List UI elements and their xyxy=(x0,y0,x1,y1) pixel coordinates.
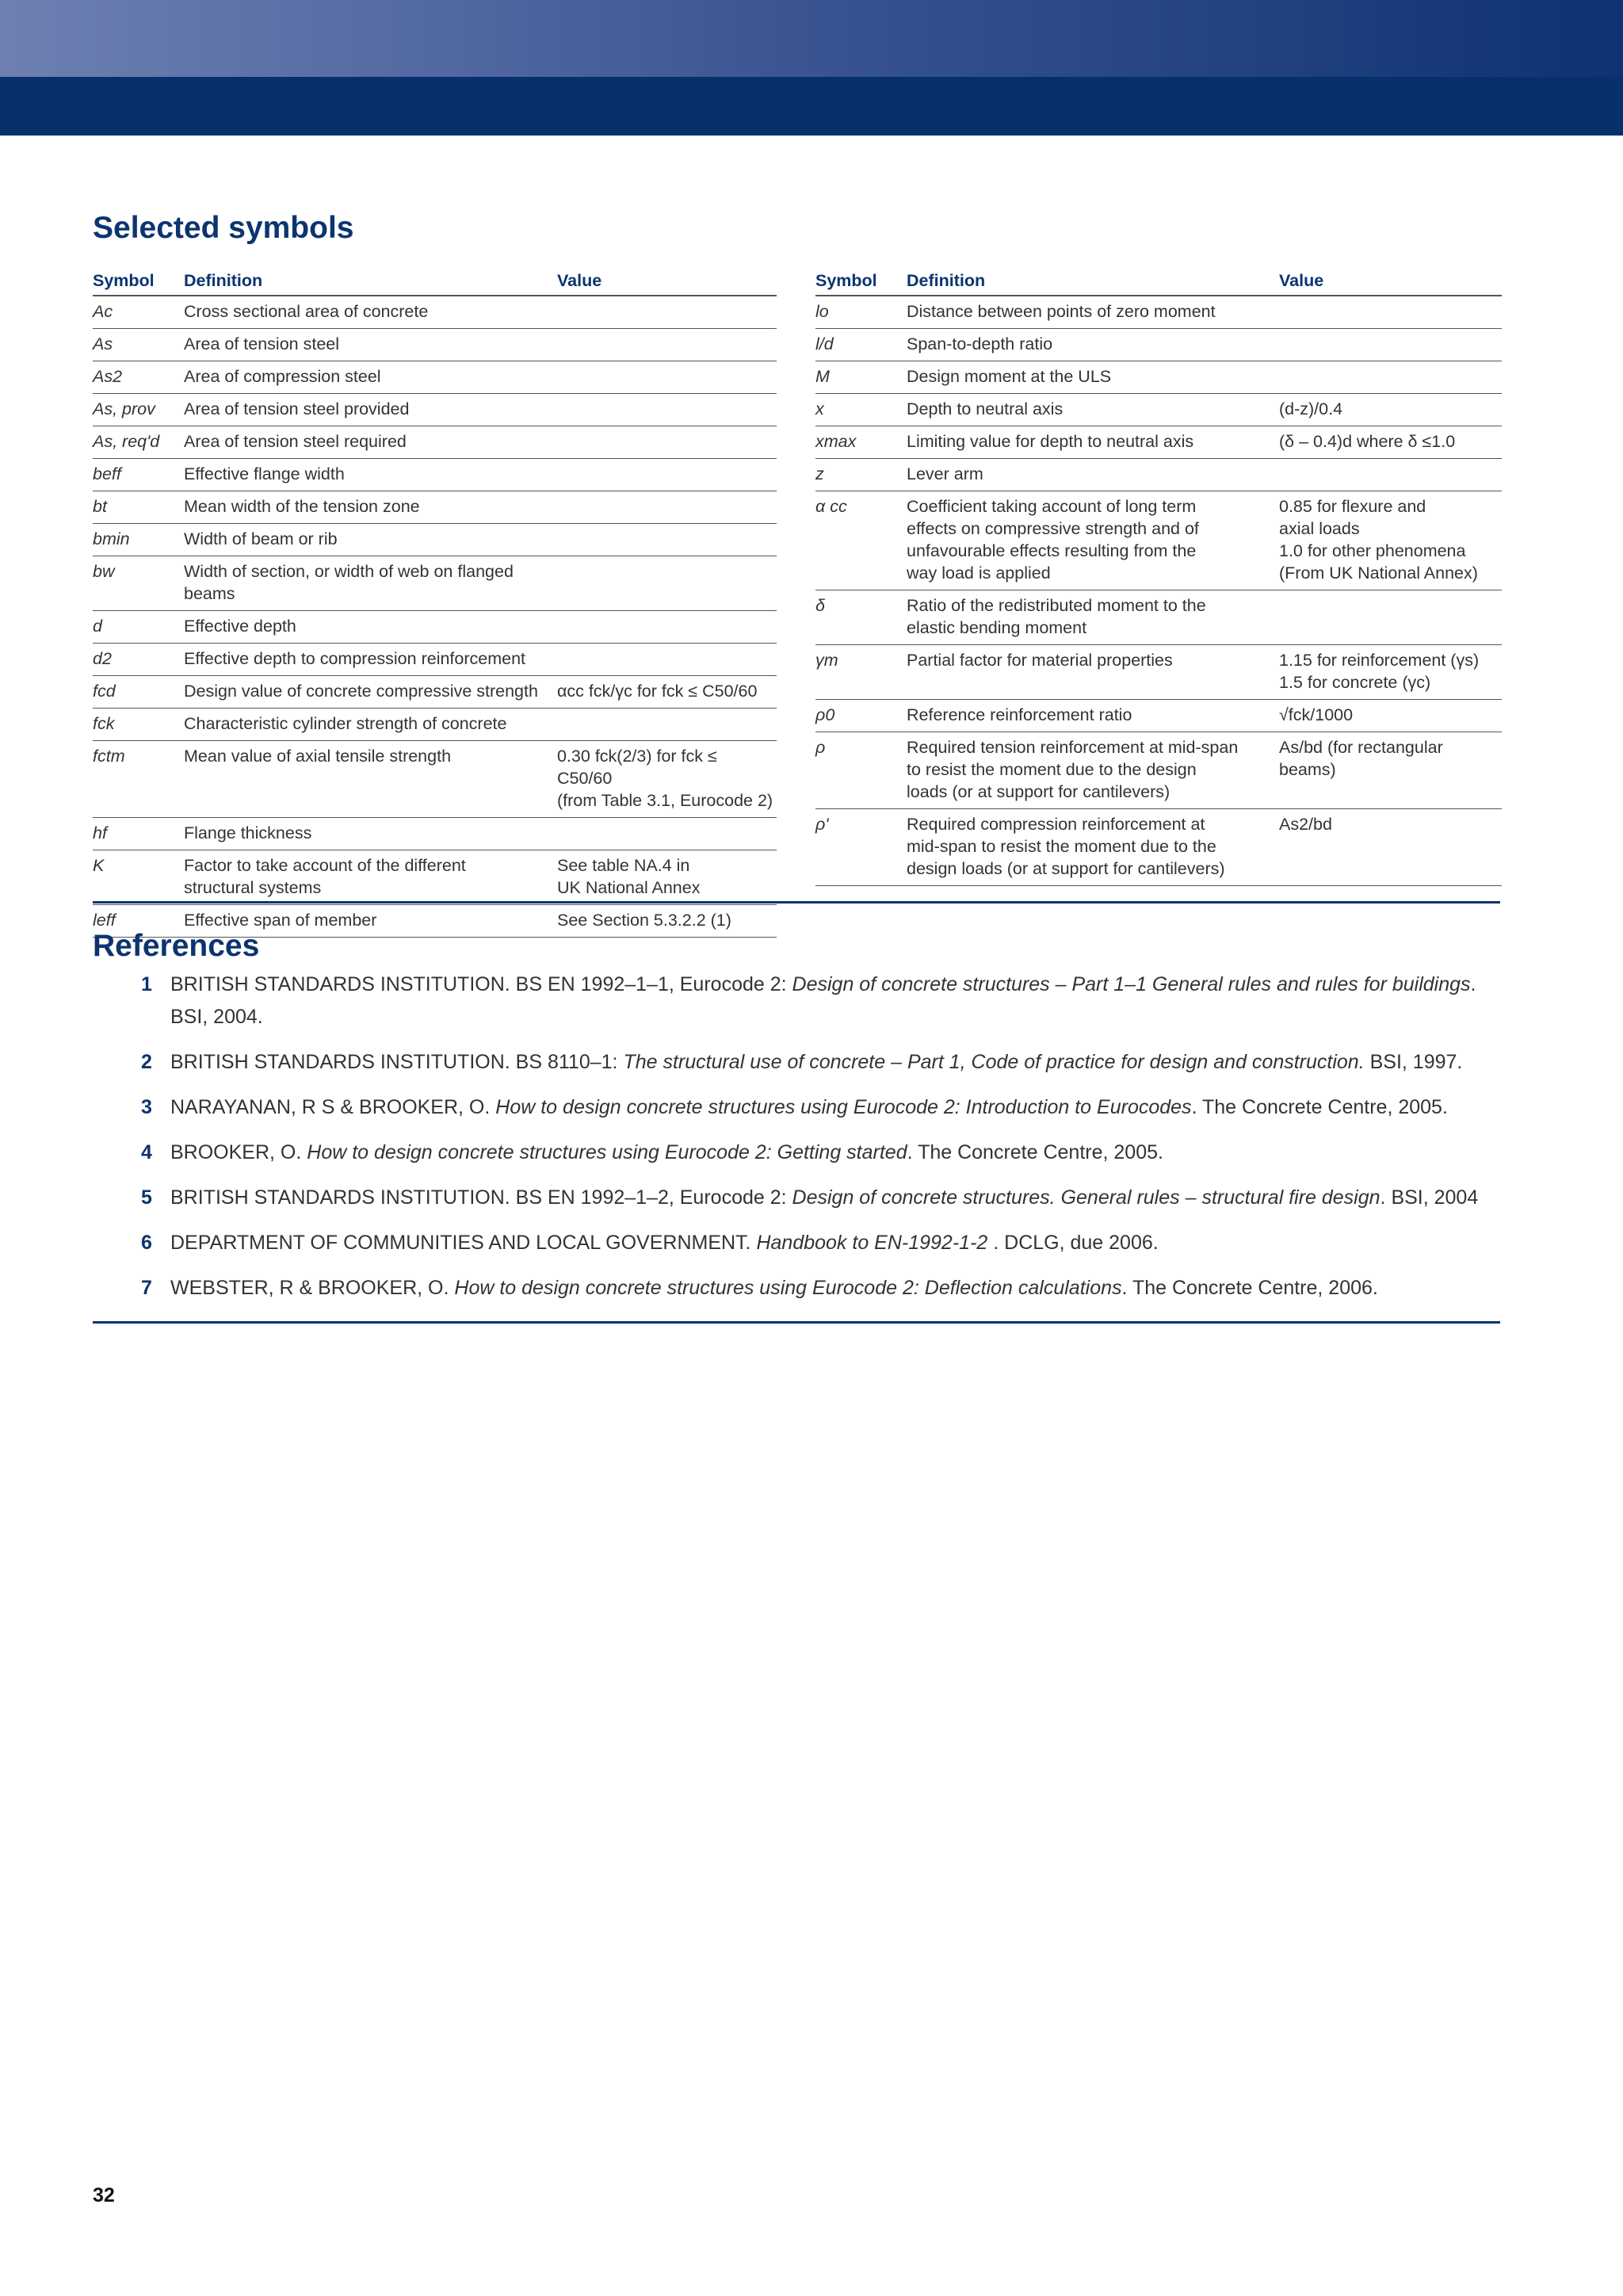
table-row xyxy=(93,741,777,818)
definition-cell: Required compression reinforcement at mid-span to resist the moment due to the design loads (or at support for cantilevers) xyxy=(907,809,1279,886)
definition-cell: Effective depth to compression reinforcement xyxy=(184,644,557,676)
definition-cell: Effective span of member xyxy=(184,905,557,938)
definition-cell: Area of tension steel provided xyxy=(184,394,557,426)
definition-cell: Flange thickness xyxy=(184,818,557,850)
reference-item xyxy=(133,968,1480,1033)
definition-cell: Width of section, or width of web on flanged beams xyxy=(184,556,557,611)
definition-cell: Factor to take account of the different structural systems xyxy=(184,850,557,905)
definition-cell: Area of compression steel xyxy=(184,361,557,394)
reference-authors: BRITISH STANDARDS INSTITUTION. BS EN 1992–1–2, Eurocode 2: xyxy=(170,1186,792,1209)
table-row xyxy=(815,394,1502,426)
value-cell xyxy=(557,459,777,491)
reference-publisher: . The Concrete Centre, 2005. xyxy=(1191,1096,1448,1118)
value-cell: 1.15 for reinforcement (γs) 1.5 for concrete (γc) xyxy=(1279,645,1502,700)
column-header-definition: Definition xyxy=(907,263,1279,296)
value-cell: (δ – 0.4)d where δ ≤1.0 xyxy=(1279,426,1502,459)
symbol-cell: fck xyxy=(93,709,184,741)
symbol-cell: z xyxy=(815,459,907,491)
definition-cell: Design moment at the ULS xyxy=(907,361,1279,394)
symbol-cell: α cc xyxy=(815,491,907,590)
value-cell: αcc fck/γc for fck ≤ C50/60 xyxy=(557,676,777,709)
definition-cell: Lever arm xyxy=(907,459,1279,491)
reference-authors: WEBSTER, R & BROOKER, O. xyxy=(170,1277,455,1299)
references-list xyxy=(133,968,1480,1317)
symbol-cell: x xyxy=(815,394,907,426)
symbols-table-right-body xyxy=(815,296,1502,886)
definition-cell: Required tension reinforcement at mid-span to resist the moment due to the design loads (or at support for cantilevers) xyxy=(907,732,1279,809)
header-gradient-band xyxy=(0,0,1623,77)
reference-item xyxy=(133,1227,1480,1259)
table-row xyxy=(93,361,777,394)
table-row xyxy=(93,644,777,676)
value-cell xyxy=(1279,590,1502,645)
value-cell xyxy=(557,818,777,850)
value-cell xyxy=(557,556,777,611)
table-row xyxy=(93,611,777,644)
reference-item xyxy=(133,1272,1480,1305)
symbol-cell: d xyxy=(93,611,184,644)
symbol-cell: lo xyxy=(815,296,907,329)
symbol-cell: beff xyxy=(93,459,184,491)
symbol-cell: ρ' xyxy=(815,809,907,886)
table-row xyxy=(93,491,777,524)
definition-cell: Cross sectional area of concrete xyxy=(184,296,557,329)
symbol-cell: γm xyxy=(815,645,907,700)
reference-title: How to design concrete structures using Eurocode 2: Deflection calculations xyxy=(454,1277,1122,1299)
table-row xyxy=(815,426,1502,459)
symbol-cell: ρ0 xyxy=(815,700,907,732)
definition-cell: Effective depth xyxy=(184,611,557,644)
reference-item xyxy=(133,1091,1480,1124)
symbol-cell: δ xyxy=(815,590,907,645)
definition-cell: Design value of concrete compressive strength xyxy=(184,676,557,709)
references-heading: References xyxy=(93,929,260,963)
table-row xyxy=(93,524,777,556)
value-cell xyxy=(557,524,777,556)
symbol-cell: d2 xyxy=(93,644,184,676)
value-cell xyxy=(557,709,777,741)
symbol-cell: hf xyxy=(93,818,184,850)
section-divider xyxy=(93,901,1500,904)
definition-cell: Span-to-depth ratio xyxy=(907,329,1279,361)
reference-publisher: . The Concrete Centre, 2005. xyxy=(907,1141,1163,1163)
definition-cell: Area of tension steel xyxy=(184,329,557,361)
value-cell xyxy=(557,426,777,459)
table-row xyxy=(815,459,1502,491)
value-cell: √fck/1000 xyxy=(1279,700,1502,732)
symbol-cell: bw xyxy=(93,556,184,611)
definition-cell: Distance between points of zero moment xyxy=(907,296,1279,329)
reference-title: Design of concrete structures. General rules – structural fire design xyxy=(792,1186,1381,1209)
chapter-title: 4. Beams xyxy=(1362,166,1499,201)
symbol-cell: l/d xyxy=(815,329,907,361)
reference-number: 2 xyxy=(141,1051,152,1073)
reference-number: 5 xyxy=(141,1186,152,1209)
reference-publisher: BSI, 1997. xyxy=(1364,1051,1463,1073)
definition-cell: Width of beam or rib xyxy=(184,524,557,556)
symbols-table-left xyxy=(93,263,777,938)
value-cell xyxy=(557,296,777,329)
value-cell xyxy=(557,361,777,394)
value-cell: See Section 5.3.2.2 (1) xyxy=(557,905,777,938)
table-row xyxy=(93,296,777,329)
reference-number: 3 xyxy=(141,1096,152,1118)
table-row xyxy=(93,329,777,361)
reference-item xyxy=(133,1182,1480,1214)
reference-item xyxy=(133,1137,1480,1169)
symbol-cell: fcd xyxy=(93,676,184,709)
section-divider xyxy=(93,1321,1500,1324)
definition-cell: Reference reinforcement ratio xyxy=(907,700,1279,732)
table-row xyxy=(93,556,777,611)
value-cell xyxy=(557,329,777,361)
table-row xyxy=(815,645,1502,700)
value-cell xyxy=(1279,296,1502,329)
table-header-row xyxy=(93,263,777,296)
value-cell: (d-z)/0.4 xyxy=(1279,394,1502,426)
definition-cell: Coefficient taking account of long term effects on compressive strength and of unfavourable effects resulting from the way load is applied xyxy=(907,491,1279,590)
definition-cell: Ratio of the redistributed moment to the elastic bending moment xyxy=(907,590,1279,645)
symbol-cell: As, prov xyxy=(93,394,184,426)
reference-authors: NARAYANAN, R S & BROOKER, O. xyxy=(170,1096,496,1118)
definition-cell: Limiting value for depth to neutral axis xyxy=(907,426,1279,459)
reference-number: 4 xyxy=(141,1141,152,1163)
value-cell: As2/bd xyxy=(1279,809,1502,886)
symbol-cell: bmin xyxy=(93,524,184,556)
symbol-cell: bt xyxy=(93,491,184,524)
value-cell: As/bd (for rectangular beams) xyxy=(1279,732,1502,809)
reference-number: 1 xyxy=(141,973,152,995)
column-header-symbol: Symbol xyxy=(93,263,184,296)
symbol-cell: fctm xyxy=(93,741,184,818)
reference-authors: BRITISH STANDARDS INSTITUTION. BS EN 1992–1–1, Eurocode 2: xyxy=(170,973,792,995)
reference-title: The structural use of concrete – Part 1, Code of practice for design and construction. xyxy=(623,1051,1365,1073)
value-cell xyxy=(557,491,777,524)
table-row xyxy=(815,491,1502,590)
symbols-table-left-body xyxy=(93,296,777,938)
table-row xyxy=(93,850,777,905)
header-band xyxy=(0,77,1623,201)
reference-publisher: . DCLG, due 2006. xyxy=(987,1232,1159,1254)
column-header-definition: Definition xyxy=(184,263,557,296)
reference-title: Design of concrete structures – Part 1–1 General rules and rules for buildings xyxy=(792,973,1471,995)
symbols-table-right xyxy=(815,263,1502,886)
reference-number: 6 xyxy=(141,1232,152,1254)
value-cell xyxy=(1279,459,1502,491)
table-row xyxy=(815,809,1502,886)
reference-item xyxy=(133,1046,1480,1079)
reference-authors: BROOKER, O. xyxy=(170,1141,307,1163)
value-cell: See table NA.4 in UK National Annex xyxy=(557,850,777,905)
table-row xyxy=(815,590,1502,645)
selected-symbols-heading: Selected symbols xyxy=(93,211,354,245)
column-header-symbol: Symbol xyxy=(815,263,907,296)
table-row xyxy=(815,732,1502,809)
definition-cell: Effective flange width xyxy=(184,459,557,491)
reference-authors: DEPARTMENT OF COMMUNITIES AND LOCAL GOVERNMENT. xyxy=(170,1232,757,1254)
table-row xyxy=(93,459,777,491)
definition-cell: Mean value of axial tensile strength xyxy=(184,741,557,818)
table-row xyxy=(93,818,777,850)
symbol-cell: xmax xyxy=(815,426,907,459)
definition-cell: Characteristic cylinder strength of concrete xyxy=(184,709,557,741)
table-row xyxy=(815,329,1502,361)
reference-publisher: . BSI, 2004. xyxy=(170,973,1476,1028)
table-header-row xyxy=(815,263,1502,296)
reference-title: Handbook to EN-1992-1-2 xyxy=(756,1232,988,1254)
symbol-cell: As xyxy=(93,329,184,361)
value-cell: 0.85 for flexure and axial loads 1.0 for other phenomena (From UK National Annex) xyxy=(1279,491,1502,590)
value-cell xyxy=(557,644,777,676)
definition-cell: Mean width of the tension zone xyxy=(184,491,557,524)
value-cell xyxy=(1279,329,1502,361)
value-cell xyxy=(1279,361,1502,394)
symbol-cell: As2 xyxy=(93,361,184,394)
definition-cell: Area of tension steel required xyxy=(184,426,557,459)
value-cell xyxy=(557,611,777,644)
symbol-cell: leff xyxy=(93,905,184,938)
value-cell: 0.30 fck(2/3) for fck ≤ C50/60 (from Table 3.1, Eurocode 2) xyxy=(557,741,777,818)
symbol-cell: ρ xyxy=(815,732,907,809)
reference-authors: BRITISH STANDARDS INSTITUTION. BS 8110–1: xyxy=(170,1051,624,1073)
table-row xyxy=(815,361,1502,394)
symbol-cell: Ac xyxy=(93,296,184,329)
definition-cell: Depth to neutral axis xyxy=(907,394,1279,426)
column-header-value: Value xyxy=(1279,263,1502,296)
symbol-cell: M xyxy=(815,361,907,394)
reference-title: How to design concrete structures using Eurocode 2: Getting started xyxy=(307,1141,907,1163)
table-row xyxy=(93,426,777,459)
definition-cell: Partial factor for material properties xyxy=(907,645,1279,700)
symbol-cell: As, req'd xyxy=(93,426,184,459)
table-row xyxy=(815,296,1502,329)
table-row xyxy=(93,394,777,426)
symbol-cell: K xyxy=(93,850,184,905)
value-cell xyxy=(557,394,777,426)
table-row xyxy=(93,676,777,709)
reference-publisher: . BSI, 2004 xyxy=(1380,1186,1479,1209)
reference-number: 7 xyxy=(141,1277,152,1299)
column-header-value: Value xyxy=(557,263,777,296)
table-row xyxy=(93,709,777,741)
reference-title: How to design concrete structures using Eurocode 2: Introduction to Eurocodes xyxy=(495,1096,1192,1118)
table-row xyxy=(815,700,1502,732)
reference-publisher: . The Concrete Centre, 2006. xyxy=(1121,1277,1378,1299)
page-number: 32 xyxy=(93,2184,115,2206)
